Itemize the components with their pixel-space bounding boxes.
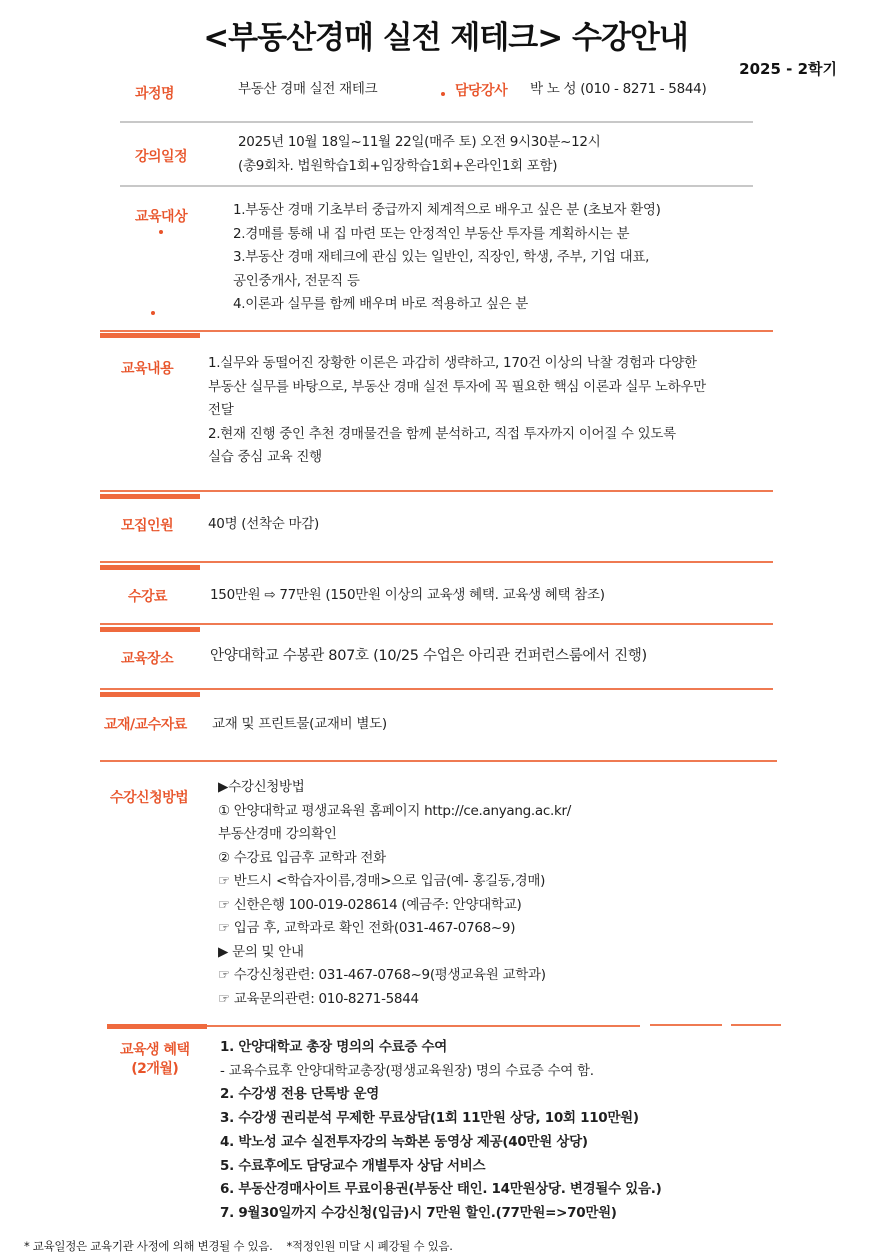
benefit-line: 1. 안양대학교 총장 명의의 수료증 수여 [220,1039,448,1055]
content-line: 전달 [208,402,234,418]
bullet-dot-icon [159,230,163,234]
benefit-line: 5. 수료후에도 담당교수 개별투자 상담 서비스 [220,1157,486,1174]
page-title: <부동산경매 실전 제테크> 수강안내 [203,20,688,56]
divider [207,1025,640,1027]
footer-notes [24,1238,453,1254]
apply-line: ① 안양대학교 평생교육원 홈페이지 http://ce.anyang.ac.kr/ [218,802,572,819]
target-line: 4.이론과 실무를 함께 배우며 바로 적용하고 싶은 분 [233,296,529,312]
apply-line: ☞ 반드시 <학습자이름,경매>으로 입금(예- 홍길동,경매) [218,873,546,889]
benefit-line: 4. 박노성 교수 실전투자강의 녹화본 동영상 제공(40만원 상당) [220,1133,588,1150]
apply-text [218,776,571,1011]
place-value: 안양대학교 수봉관 807호 (10/25 수업은 아리관 컨퍼런스룸에서 진행) [210,648,647,664]
recruit-label: 모집인원 [121,518,174,534]
benefits-text [220,1036,661,1226]
materials-label: 교재/교수자료 [104,717,187,733]
divider [731,1024,781,1026]
recruit-value: 40명 (선착순 마감) [208,516,319,532]
divider [100,490,773,492]
apply-line: ☞ 교육문의관련: 010-8271-5844 [218,990,419,1007]
apply-line: ☞ 입금 후, 교학과로 확인 전화(031-467-0768~9) [218,920,516,936]
benefits-label-line: (2개월) [131,1061,179,1077]
schedule-line: 2025년 10월 18일~11월 22일(매주 토) 오전 9시30분~12시 [238,134,601,150]
content-text [208,352,706,470]
divider-accent [100,565,200,570]
apply-line: ▶ 문의 및 안내 [218,943,304,960]
fee-value: 150만원 ⇨ 77만원 (150만원 이상의 교육생 혜택. 교육생 혜택 참조) [210,587,605,603]
bullet-dot-icon [151,311,155,315]
benefit-line: 2. 수강생 전용 단톡방 운영 [220,1086,379,1103]
divider-accent [107,1024,207,1029]
target-text [233,199,661,317]
benefit-line: 7. 9월30일까지 수강신청(입금)시 7만원 할인.(77만원=>70만원) [220,1204,617,1221]
instructor-label: 담당강사 [455,83,508,99]
footer-note: *적정인원 미달 시 폐강될 수 있음. [286,1239,453,1253]
apply-line: ☞ 신한은행 100-019-028614 (예금주: 안양대학교) [218,896,522,913]
content-line: 부동산 실무를 바탕으로, 부동산 경매 실전 투자에 꼭 필요한 핵심 이론과 실무 노하우만 [208,378,706,395]
divider [100,330,773,332]
schedule-text [238,131,600,178]
divider [120,185,753,187]
divider [100,561,773,563]
divider [120,121,753,123]
benefit-line: 6. 부동산경매사이트 무료이용권(부동산 태인. 14만원상당. 변경될수 있음.) [220,1181,662,1198]
course-value: 부동산 경매 실전 재테크 [238,81,378,97]
divider [100,688,773,690]
content-line: 실습 중심 교육 진행 [208,449,322,465]
place-label: 교육장소 [121,651,174,667]
divider-accent [100,692,200,697]
apply-label: 수강신청방법 [110,790,189,806]
content-label: 교육내용 [121,361,174,377]
schedule-line: (총9회차. 법원학습1회+임장학습1회+온라인1회 포함) [238,157,558,174]
benefit-line: - 교육수료후 안양대학교총장(평생교육원장) 명의 수료증 수여 함. [220,1062,594,1079]
semester-label: 2025 - 2학기 [739,60,837,78]
apply-line: 부동산경매 강의확인 [218,826,337,842]
apply-line: ② 수강료 입금후 교학과 전화 [218,849,386,866]
footer-note: * 교육일정은 교육기관 사정에 의해 변경될 수 있음. [24,1239,273,1253]
target-line: 3.부동산 경매 재테크에 관심 있는 일반인, 직장인, 학생, 주부, 기업 대표, [233,249,650,265]
benefit-line: 3. 수강생 권리분석 무제한 무료상담(1회 11만원 상당, 10회 110만원) [220,1110,639,1127]
divider-accent [100,627,200,632]
instructor-value: 박 노 성 (010 - 8271 - 5844) [530,81,707,97]
schedule-label: 강의일정 [135,149,188,165]
divider [100,760,777,762]
benefits-label [120,1041,190,1079]
apply-line: ▶수강신청방법 [218,779,305,795]
materials-value: 교재 및 프린트물(교재비 별도) [212,716,387,732]
divider [650,1024,722,1026]
apply-line: ☞ 수강신청관련: 031-467-0768~9(평생교육원 교학과) [218,967,546,983]
benefits-label-line: 교육생 혜택 [120,1042,190,1058]
divider [100,623,773,625]
target-line: 1.부동산 경매 기초부터 중급까지 체계적으로 배우고 싶은 분 (초보자 환영) [233,202,661,218]
fee-label: 수강료 [128,589,168,605]
content-line: 1.실무와 동떨어진 장황한 이론은 과감히 생략하고, 170건 이상의 낙찰 경험과 다양한 [208,355,697,371]
course-label: 과정명 [135,86,175,102]
divider-accent [100,333,200,338]
target-label: 교육대상 [135,209,188,225]
target-line: 2.경매를 통해 내 집 마련 또는 안정적인 부동산 투자를 계획하시는 분 [233,225,630,242]
divider-accent [100,494,200,499]
target-line: 공인중개사, 전문직 등 [233,272,360,289]
bullet-dot-icon [441,92,445,96]
content-line: 2.현재 진행 중인 추천 경매물건을 함께 분석하고, 직접 투자까지 이어질 수 있도록 [208,425,676,442]
